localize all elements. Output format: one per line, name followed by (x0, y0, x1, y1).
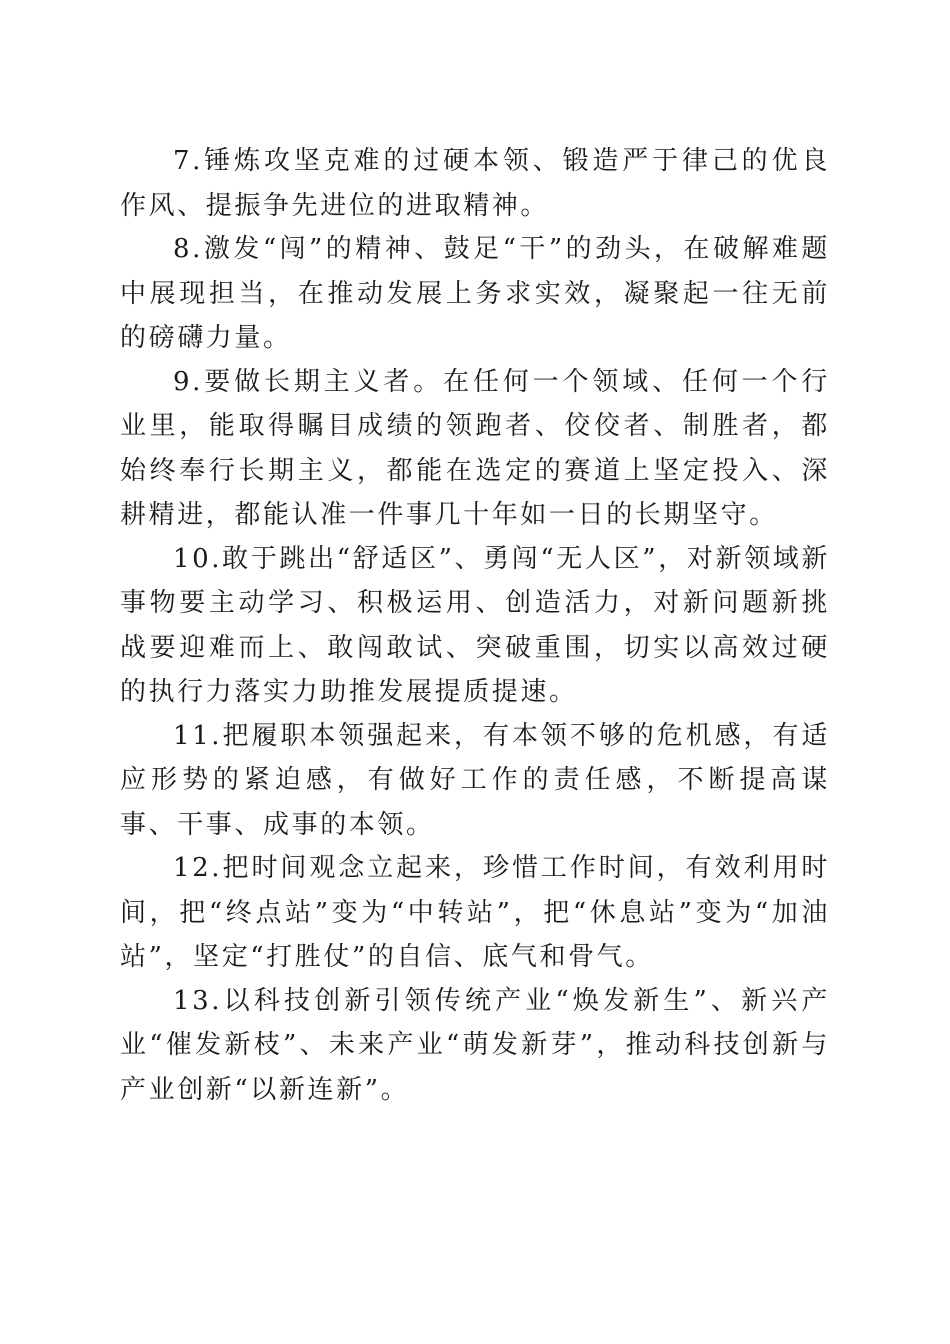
paragraph-item-9: 9.要做长期主义者。在任何一个领域、任何一个行业里，能取得瞩目成绩的领跑者、佼佼者、制胜者，都始终奉行长期主义，都能在选定的赛道上坚定投入、深耕精进，都能认准一件事几十年如一日的长期坚守。 (120, 366, 830, 530)
paragraph-item-11: 11.把履职本领强起来，有本领不够的危机感，有适应形势的紧迫感，有做好工作的责任感，不断提高谋事、干事、成事的本领。 (120, 720, 830, 840)
paragraph-item-8: 8.激发“闯”的精神、鼓足“干”的劲头，在破解难题中展现担当，在推动发展上务求实效，凝聚起一往无前的磅礴力量。 (120, 234, 830, 353)
paragraph-item-10: 10.敢于跳出“舒适区”、勇闯“无人区”，对新领域新事物要主动学习、积极运用、创造活力，对新问题新挑战要迎难而上、敢闯敢试、突破重围，切实以高效过硬的执行力落实力助推发展提质提速。 (120, 543, 830, 707)
document-body (120, 139, 830, 1111)
paragraph-item-7: 7.锤炼攻坚克难的过硬本领、锻造严于律己的优良作风、提振争先进位的进取精神。 (120, 146, 830, 221)
paragraph-item-13: 13.以科技创新引领传统产业“焕发新生”、新兴产业“催发新枝”、未来产业“萌发新芽”，推动科技创新与产业创新“以新连新”。 (120, 985, 830, 1105)
paragraph-item-12: 12.把时间观念立起来，珍惜工作时间，有效利用时间，把“终点站”变为“中转站”，把“休息站”变为“加油站”，坚定“打胜仗”的自信、底气和骨气。 (120, 853, 830, 972)
